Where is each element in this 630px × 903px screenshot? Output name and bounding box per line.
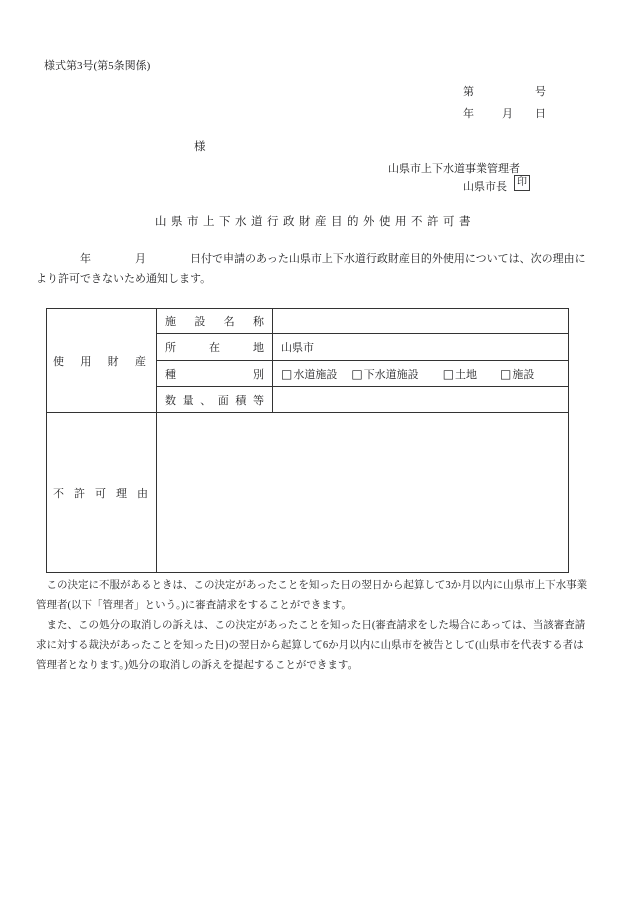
date-year-label: 年 <box>463 108 474 120</box>
note-line-5: 管理者となります。)処分の取消しの訴えを提起することができます。 <box>36 660 359 671</box>
type-option-land-label: 土地 <box>455 368 478 381</box>
checkbox-unchecked-icon: □ <box>281 366 293 381</box>
reason-label: 不許可理由 <box>53 487 148 500</box>
location-value: 山県市 <box>281 342 314 354</box>
doc-number-suffix-label: 号 <box>535 86 546 98</box>
facility-name-label: 施設名称 <box>165 316 264 328</box>
type-value-cell <box>273 361 568 387</box>
quantity-label-cell <box>157 387 273 413</box>
note-line-3: また、この処分の取消しの訴えは、この決定があったことを知った日(審査請求をした場合にあっては、当該審査請 <box>36 620 586 631</box>
checkbox-unchecked-icon: □ <box>351 366 363 381</box>
quantity-label: 数量、面積等 <box>165 394 264 407</box>
reason-value-cell <box>157 413 568 572</box>
note-line-1: この決定に不服があるときは、この決定があったことを知った日の翌日から起算して3か月以内に山県市上下水事業 <box>36 580 588 591</box>
sender-title: 山県市長 <box>463 181 507 193</box>
reason-label-cell <box>47 413 157 572</box>
type-option-land <box>443 366 477 382</box>
type-option-water <box>281 366 337 382</box>
type-option-facility-label: 施設 <box>512 368 535 381</box>
type-label-cell <box>157 361 273 387</box>
property-label: 使用財産 <box>53 355 146 368</box>
seal-stamp-icon <box>514 175 530 191</box>
checkbox-unchecked-icon: □ <box>500 366 512 381</box>
sender-organization: 山県市上下水道事業管理者 <box>388 163 520 175</box>
form-number-label: 様式第3号(第5条関係) <box>44 60 151 72</box>
document-title: 山県市上下水道行政財産目的外使用不許可書 <box>155 216 475 228</box>
body-line-1: 年 月 日付で申請のあった山県市上下水道行政財産目的外使用については、次の理由に <box>36 253 586 265</box>
body-line-2: より許可できないため通知します。 <box>36 273 212 285</box>
location-value-cell <box>273 334 568 361</box>
appeal-notes <box>36 576 587 676</box>
checkbox-unchecked-icon: □ <box>442 366 455 381</box>
type-label: 種別 <box>165 368 264 381</box>
facility-name-label-cell <box>157 309 273 334</box>
date-day-label: 日 <box>535 108 546 120</box>
note-line-2: 管理者(以下「管理者」という。)に審査請求をすることができます。 <box>36 600 352 611</box>
location-label-cell <box>157 334 273 361</box>
quantity-value-cell <box>273 387 568 413</box>
facility-name-value-cell <box>273 309 568 334</box>
type-option-sewer-label: 下水道施設 <box>363 368 419 381</box>
type-option-sewer <box>351 366 418 382</box>
note-line-4: 求に対する裁決があったことを知った日)の翌日から起算して6か月以内に山県市を被告として(山県市を代表する者は <box>36 640 584 651</box>
date-month-label: 月 <box>502 108 513 120</box>
location-label: 所在地 <box>165 342 264 354</box>
type-option-facility <box>500 366 534 382</box>
addressee-honorific: 様 <box>194 141 206 153</box>
seal-character: 印 <box>517 177 527 188</box>
type-option-water-label: 水道施設 <box>293 368 338 381</box>
property-table <box>46 308 569 573</box>
property-label-cell <box>47 309 157 413</box>
doc-number-prefix-label: 第 <box>463 86 474 98</box>
